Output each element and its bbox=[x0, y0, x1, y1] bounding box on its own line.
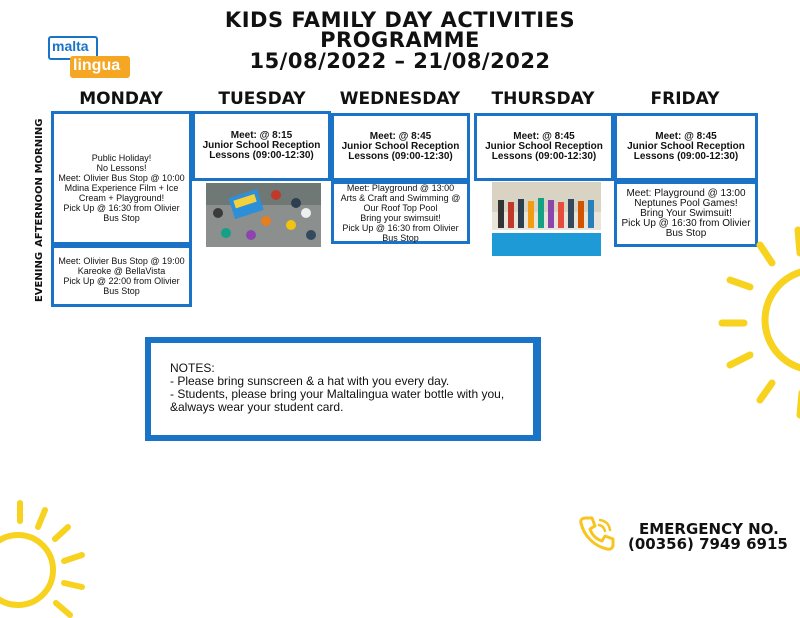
period-label-morning: MORNING bbox=[34, 118, 45, 174]
monday-day-activity bbox=[51, 111, 192, 245]
page-title bbox=[200, 10, 600, 72]
monday-evening-text: Meet: Olivier Bus Stop @ 19:00 Kareoke @ BellaVista Pick Up @ 22:00 from Olivier Bus Stop bbox=[58, 256, 185, 296]
friday-afternoon-text: Meet: Playground @ 13:00 Neptunes Pool Games! Bring Your Swimsuit! Pick Up @ 16:30 from Olivier Bus Stop bbox=[621, 188, 751, 239]
notes-line-2: - Students, please bring your Maltalingua water bottle with you, &always wear your student card. bbox=[170, 387, 505, 414]
date-range: 15/08/2022 – 21/08/2022 bbox=[249, 49, 551, 73]
notes-content bbox=[170, 362, 505, 414]
wednesday-afternoon-text: Meet: Playground @ 13:00 Arts & Craft and Swimming @ Our Roof Top Pool Bring your swimsuit! Pick Up @ 16:30 from Olivier Bus Stop bbox=[340, 182, 461, 243]
monday-evening-activity bbox=[51, 245, 192, 307]
day-header-friday: FRIDAY bbox=[650, 89, 720, 109]
thursday-morning-activity bbox=[474, 113, 614, 181]
emergency-label: EMERGENCY NO. bbox=[639, 520, 779, 538]
logo-bottom-text: lingua bbox=[73, 57, 121, 74]
maltalingua-logo bbox=[48, 36, 132, 82]
tuesday-morning-activity bbox=[192, 111, 331, 181]
tuesday-activity-photo bbox=[206, 183, 321, 247]
wednesday-morning-text: Meet: @ 8:45 Junior School Reception Lessons (09:00-12:30) bbox=[341, 131, 460, 162]
day-header-thursday: THURSDAY bbox=[491, 89, 595, 109]
day-header-wednesday: WEDNESDAY bbox=[339, 89, 461, 109]
tuesday-morning-text: Meet: @ 8:15 Junior School Reception Lessons (09:00-12:30) bbox=[202, 130, 321, 161]
sun-decoration-right bbox=[700, 225, 800, 425]
day-header-monday: MONDAY bbox=[79, 89, 163, 109]
title-line-2: PROGRAMME bbox=[320, 28, 480, 52]
logo-top-text: malta bbox=[52, 38, 89, 54]
period-label-afternoon: AFTERNOON bbox=[34, 177, 45, 247]
day-header-tuesday: TUESDAY bbox=[218, 89, 306, 109]
thursday-activity-photo bbox=[492, 182, 601, 256]
emergency-number: (00356) 7949 6915 bbox=[628, 535, 788, 553]
sun-decoration-left bbox=[0, 495, 90, 618]
wednesday-morning-activity bbox=[331, 113, 470, 181]
emergency-contact bbox=[628, 522, 788, 552]
notes-box-accent bbox=[533, 337, 541, 441]
notes-line-1: - Please bring sunscreen & a hat with you every day. bbox=[170, 374, 450, 388]
friday-morning-text: Meet: @ 8:45 Junior School Reception Lessons (09:00-12:30) bbox=[627, 131, 745, 162]
friday-morning-activity bbox=[614, 113, 758, 181]
title-line-1: KIDS FAMILY DAY ACTIVITIES bbox=[224, 8, 576, 32]
wednesday-afternoon-activity bbox=[331, 181, 470, 244]
thursday-morning-text: Meet: @ 8:45 Junior School Reception Lessons (09:00-12:30) bbox=[485, 131, 603, 162]
monday-day-text: Public Holiday! No Lessons! Meet: Olivier Bus Stop @ 10:00 Mdina Experience Film + Ice Cream + Playground! Pick Up @ 16:30 from Olivier Bus Stop bbox=[58, 153, 185, 223]
notes-box bbox=[145, 337, 541, 441]
notes-heading: NOTES: bbox=[170, 361, 215, 375]
phone-icon bbox=[578, 514, 616, 552]
period-label-evening: EVENING bbox=[34, 251, 45, 303]
